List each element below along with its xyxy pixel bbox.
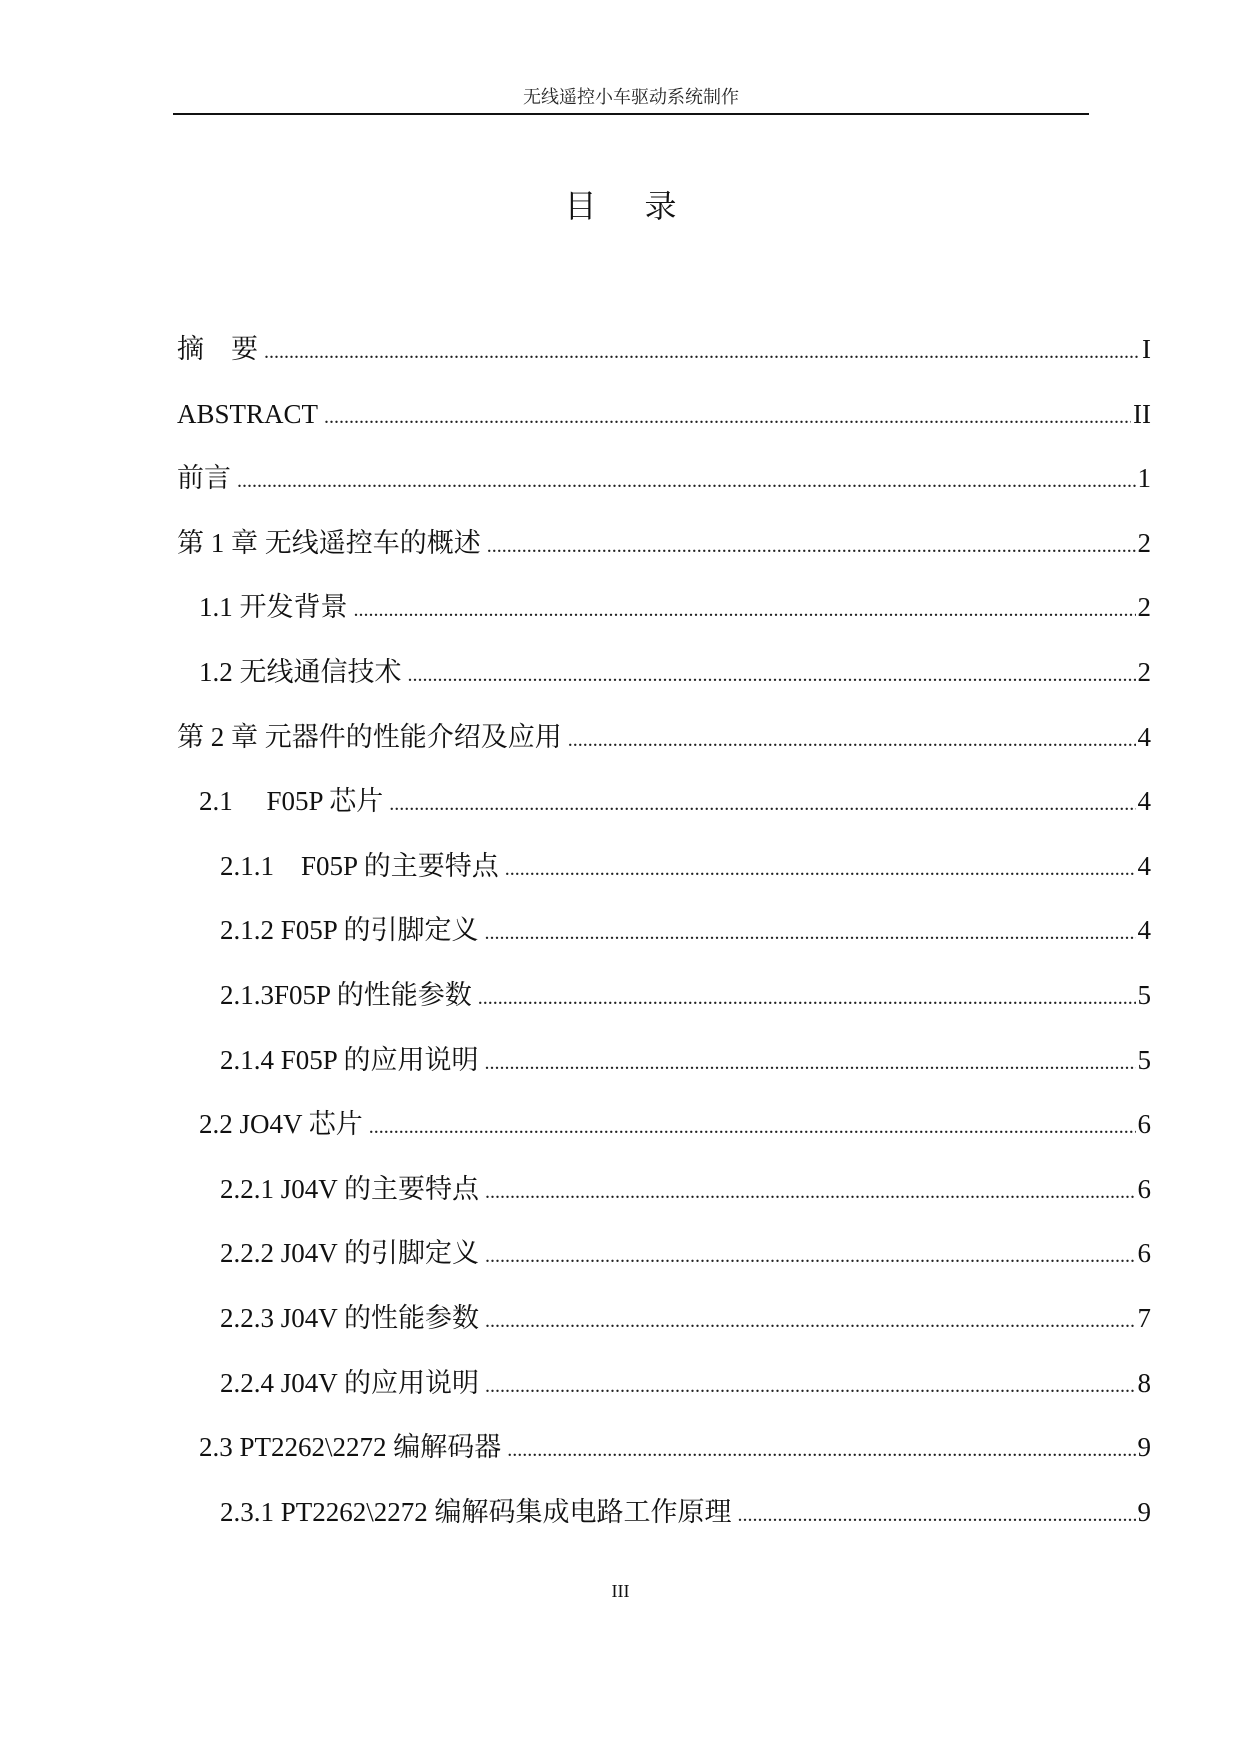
- toc-entry-label: 1.2 无线通信技术: [199, 656, 402, 687]
- toc-entry-label: 2.1.4 F05P 的应用说明: [220, 1044, 479, 1075]
- toc-entry-page: 2: [1137, 656, 1151, 687]
- toc-entry-leader: [369, 1105, 1136, 1149]
- toc-entry-page: 4: [1137, 786, 1151, 817]
- toc-entry-label: 2.3.1 PT2262\2272 编解码集成电路工作原理: [220, 1496, 732, 1527]
- toc-entry[interactable]: [177, 585, 1151, 650]
- header-rule: [173, 113, 1089, 115]
- toc-entry-leader: [738, 1493, 1136, 1537]
- toc-entry-leader: [485, 1364, 1135, 1408]
- toc-entry[interactable]: [177, 1231, 1151, 1296]
- toc-entry[interactable]: [177, 844, 1151, 909]
- toc-entry[interactable]: [177, 1361, 1151, 1426]
- toc-entry-label: 前言: [177, 463, 231, 494]
- toc-entry-leader: [507, 1428, 1135, 1472]
- toc-entry-leader: [389, 782, 1135, 826]
- toc-entry-label: 2.2.1 J04V 的主要特点: [220, 1173, 480, 1204]
- toc-entry-label: 第 1 章 无线遥控车的概述: [177, 527, 481, 558]
- toc-entry-leader: [237, 459, 1136, 503]
- page-number: III: [611, 1581, 630, 1601]
- toc-entry[interactable]: [177, 1296, 1151, 1361]
- toc-list: [177, 327, 1151, 1554]
- toc-entry-page: I: [1142, 334, 1151, 364]
- toc-entry[interactable]: [177, 715, 1151, 780]
- toc-entry-label: 2.2.3 J04V 的性能参数: [220, 1302, 480, 1333]
- toc-entry-page: 5: [1137, 979, 1151, 1010]
- toc-entry-page: 9: [1137, 1432, 1151, 1463]
- toc-entry-page: 2: [1137, 527, 1151, 558]
- toc-entry-page: 6: [1137, 1109, 1151, 1140]
- toc-entry-page: II: [1133, 398, 1151, 429]
- toc-entry[interactable]: [177, 521, 1151, 586]
- toc-entry[interactable]: [177, 327, 1151, 392]
- toc-entry-page: 8: [1137, 1367, 1151, 1398]
- toc-entry[interactable]: [177, 650, 1151, 715]
- toc-entry[interactable]: [177, 1167, 1151, 1232]
- toc-entry-label: 2.1.1 F05P 的主要特点: [220, 850, 499, 881]
- toc-entry[interactable]: [177, 973, 1151, 1038]
- toc-entry[interactable]: [177, 908, 1151, 973]
- toc-title-part1: 目: [564, 188, 597, 224]
- toc-entry-leader: [408, 653, 1136, 697]
- toc-entry-leader: [324, 395, 1131, 439]
- toc-entry-page: 4: [1137, 721, 1151, 752]
- toc-entry-leader: [264, 330, 1140, 374]
- toc-entry-page: 6: [1137, 1238, 1151, 1269]
- toc-entry-label: ABSTRACT: [177, 398, 319, 429]
- toc-entry-page: 4: [1137, 915, 1151, 946]
- toc-title: [0, 186, 1241, 226]
- toc-entry[interactable]: [177, 1102, 1151, 1167]
- toc-entry-label: 2.1.3F05P 的性能参数: [220, 979, 472, 1010]
- toc-entry-page: 6: [1137, 1173, 1151, 1204]
- toc-entry-label: 2.2.4 J04V 的应用说明: [220, 1367, 480, 1398]
- toc-entry-leader: [485, 1299, 1135, 1343]
- toc-entry-leader: [485, 1041, 1136, 1085]
- toc-entry-label: 摘 要: [177, 334, 258, 364]
- toc-entry-leader: [487, 524, 1136, 568]
- toc-entry-leader: [485, 1170, 1135, 1214]
- toc-entry-page: 4: [1137, 850, 1151, 881]
- toc-entry-label: 2.1.2 F05P 的引脚定义: [220, 915, 479, 946]
- toc-entry-page: 1: [1137, 463, 1151, 494]
- toc-entry-leader: [354, 588, 1136, 632]
- toc-entry[interactable]: [177, 392, 1151, 457]
- toc-entry-page: 7: [1137, 1302, 1151, 1333]
- toc-entry[interactable]: [177, 1490, 1151, 1555]
- toc-entry-leader: [478, 976, 1136, 1020]
- toc-entry-leader: [505, 847, 1136, 891]
- toc-entry-page: 2: [1137, 592, 1151, 623]
- toc-entry[interactable]: [177, 1425, 1151, 1490]
- toc-entry-leader: [485, 1234, 1135, 1278]
- toc-title-part2: 录: [644, 188, 677, 224]
- toc-entry-label: 2.2 JO4V 芯片: [199, 1109, 363, 1140]
- toc-entry-label: 2.1 F05P 芯片: [199, 786, 384, 817]
- running-header: 无线遥控小车驱动系统制作: [523, 87, 739, 107]
- toc-entry[interactable]: [177, 779, 1151, 844]
- toc-entry[interactable]: [177, 1038, 1151, 1103]
- toc-entry-label: 2.3 PT2262\2272 编解码器: [199, 1432, 502, 1463]
- toc-entry-leader: [568, 718, 1136, 762]
- toc-entry[interactable]: [177, 456, 1151, 521]
- toc-entry-label: 1.1 开发背景: [199, 592, 348, 623]
- toc-entry-label: 第 2 章 元器件的性能介绍及应用: [177, 721, 562, 752]
- toc-entry-page: 9: [1137, 1496, 1151, 1527]
- toc-entry-page: 5: [1137, 1044, 1151, 1075]
- toc-entry-label: 2.2.2 J04V 的引脚定义: [220, 1238, 480, 1269]
- toc-entry-leader: [485, 911, 1136, 955]
